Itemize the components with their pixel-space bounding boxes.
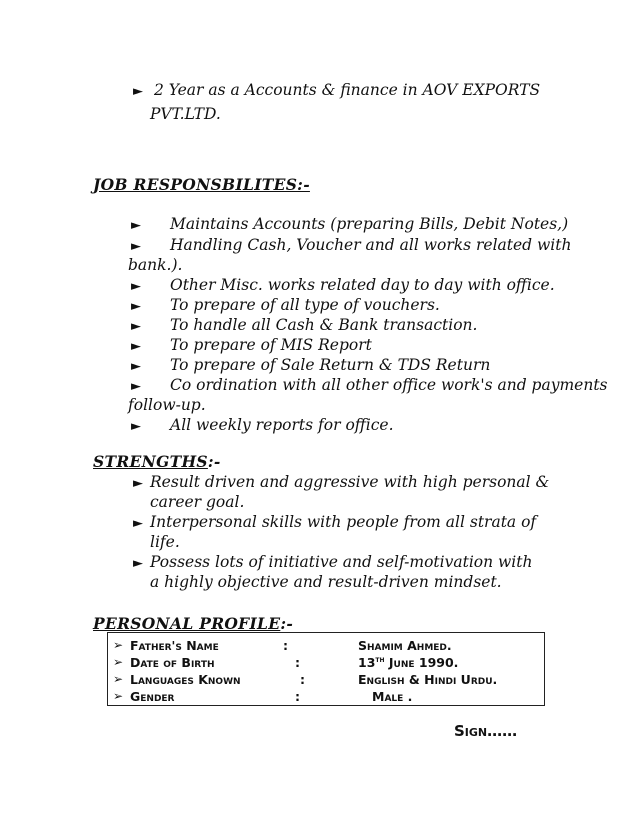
check-arrow-icon: ➢ [113,655,124,669]
bullet-arrow-icon: ► [131,339,141,354]
job-item-cont: bank.). [128,256,183,274]
job-item: ► All weekly reports for office. [131,416,394,434]
bullet-arrow-icon: ► [131,299,141,314]
bullet-arrow-icon: ► [131,218,141,233]
strengths-heading: STRENGTHS:- [93,452,221,471]
strength-item-cont: career goal. [150,493,245,511]
bullet-arrow-icon: ► [133,516,143,531]
job-item: ► Maintains Accounts (preparing Bills, Debit Notes,) [131,215,569,233]
job-item: ► To prepare of Sale Return & TDS Return [131,356,491,374]
personal-profile-heading: PERSONAL PROFILE:- [93,614,294,633]
bullet-arrow-icon: ► [131,359,141,374]
job-item: ► Other Misc. works related day to day with office. [131,276,555,294]
bullet-arrow-icon: ► [131,419,141,434]
job-item: ► To prepare of MIS Report [131,336,372,354]
strength-item: ► Possess lots of initiative and self-motivation with [133,553,533,571]
check-arrow-icon: ➢ [113,672,124,686]
job-item: ► To prepare of all type of vouchers. [131,296,440,314]
strength-item-cont: life. [150,533,180,551]
bullet-arrow-icon: ► [131,239,141,254]
bullet-arrow-icon: ► [133,476,143,491]
job-item: ► To handle all Cash & Bank transaction. [131,316,478,334]
bullet-arrow-icon: ► [133,556,143,571]
strength-item: ► Interpersonal skills with people from all strata of [133,513,537,531]
job-item: ► Handling Cash, Voucher and all works related with [131,236,572,254]
check-arrow-icon: ➢ [113,689,124,703]
job-item: ► Co ordination with all other office work's and payments [131,376,608,394]
job-responsibilities-heading: JOB RESPONSBILITES:- [93,175,310,194]
bullet-arrow-icon: ► [131,319,141,334]
bullet-arrow-icon: ► [133,84,143,99]
job-item-cont: follow-up. [128,396,206,414]
strength-item-cont: a highly objective and result-driven mindset. [150,573,502,591]
signature-label: Sign…… [454,722,518,740]
bullet-arrow-icon: ► [131,379,141,394]
bullet-arrow-icon: ► [131,279,141,294]
check-arrow-icon: ➢ [113,638,124,652]
experience-item [133,80,540,102]
experience-text: 2 Year as a Accounts & finance in AOV EXPORTS [153,81,541,99]
strength-item: ► Result driven and aggressive with high personal & [133,473,550,491]
experience-text-cont: PVT.LTD. [150,105,221,123]
personal-profile-table: ➢ Father's Name : Shamim Ahmed. ➢ Date of Birth : 13th June 1990. ➢ Languages Known : English & Hindi Urdu. ➢ Gender : Male . [107,632,545,706]
